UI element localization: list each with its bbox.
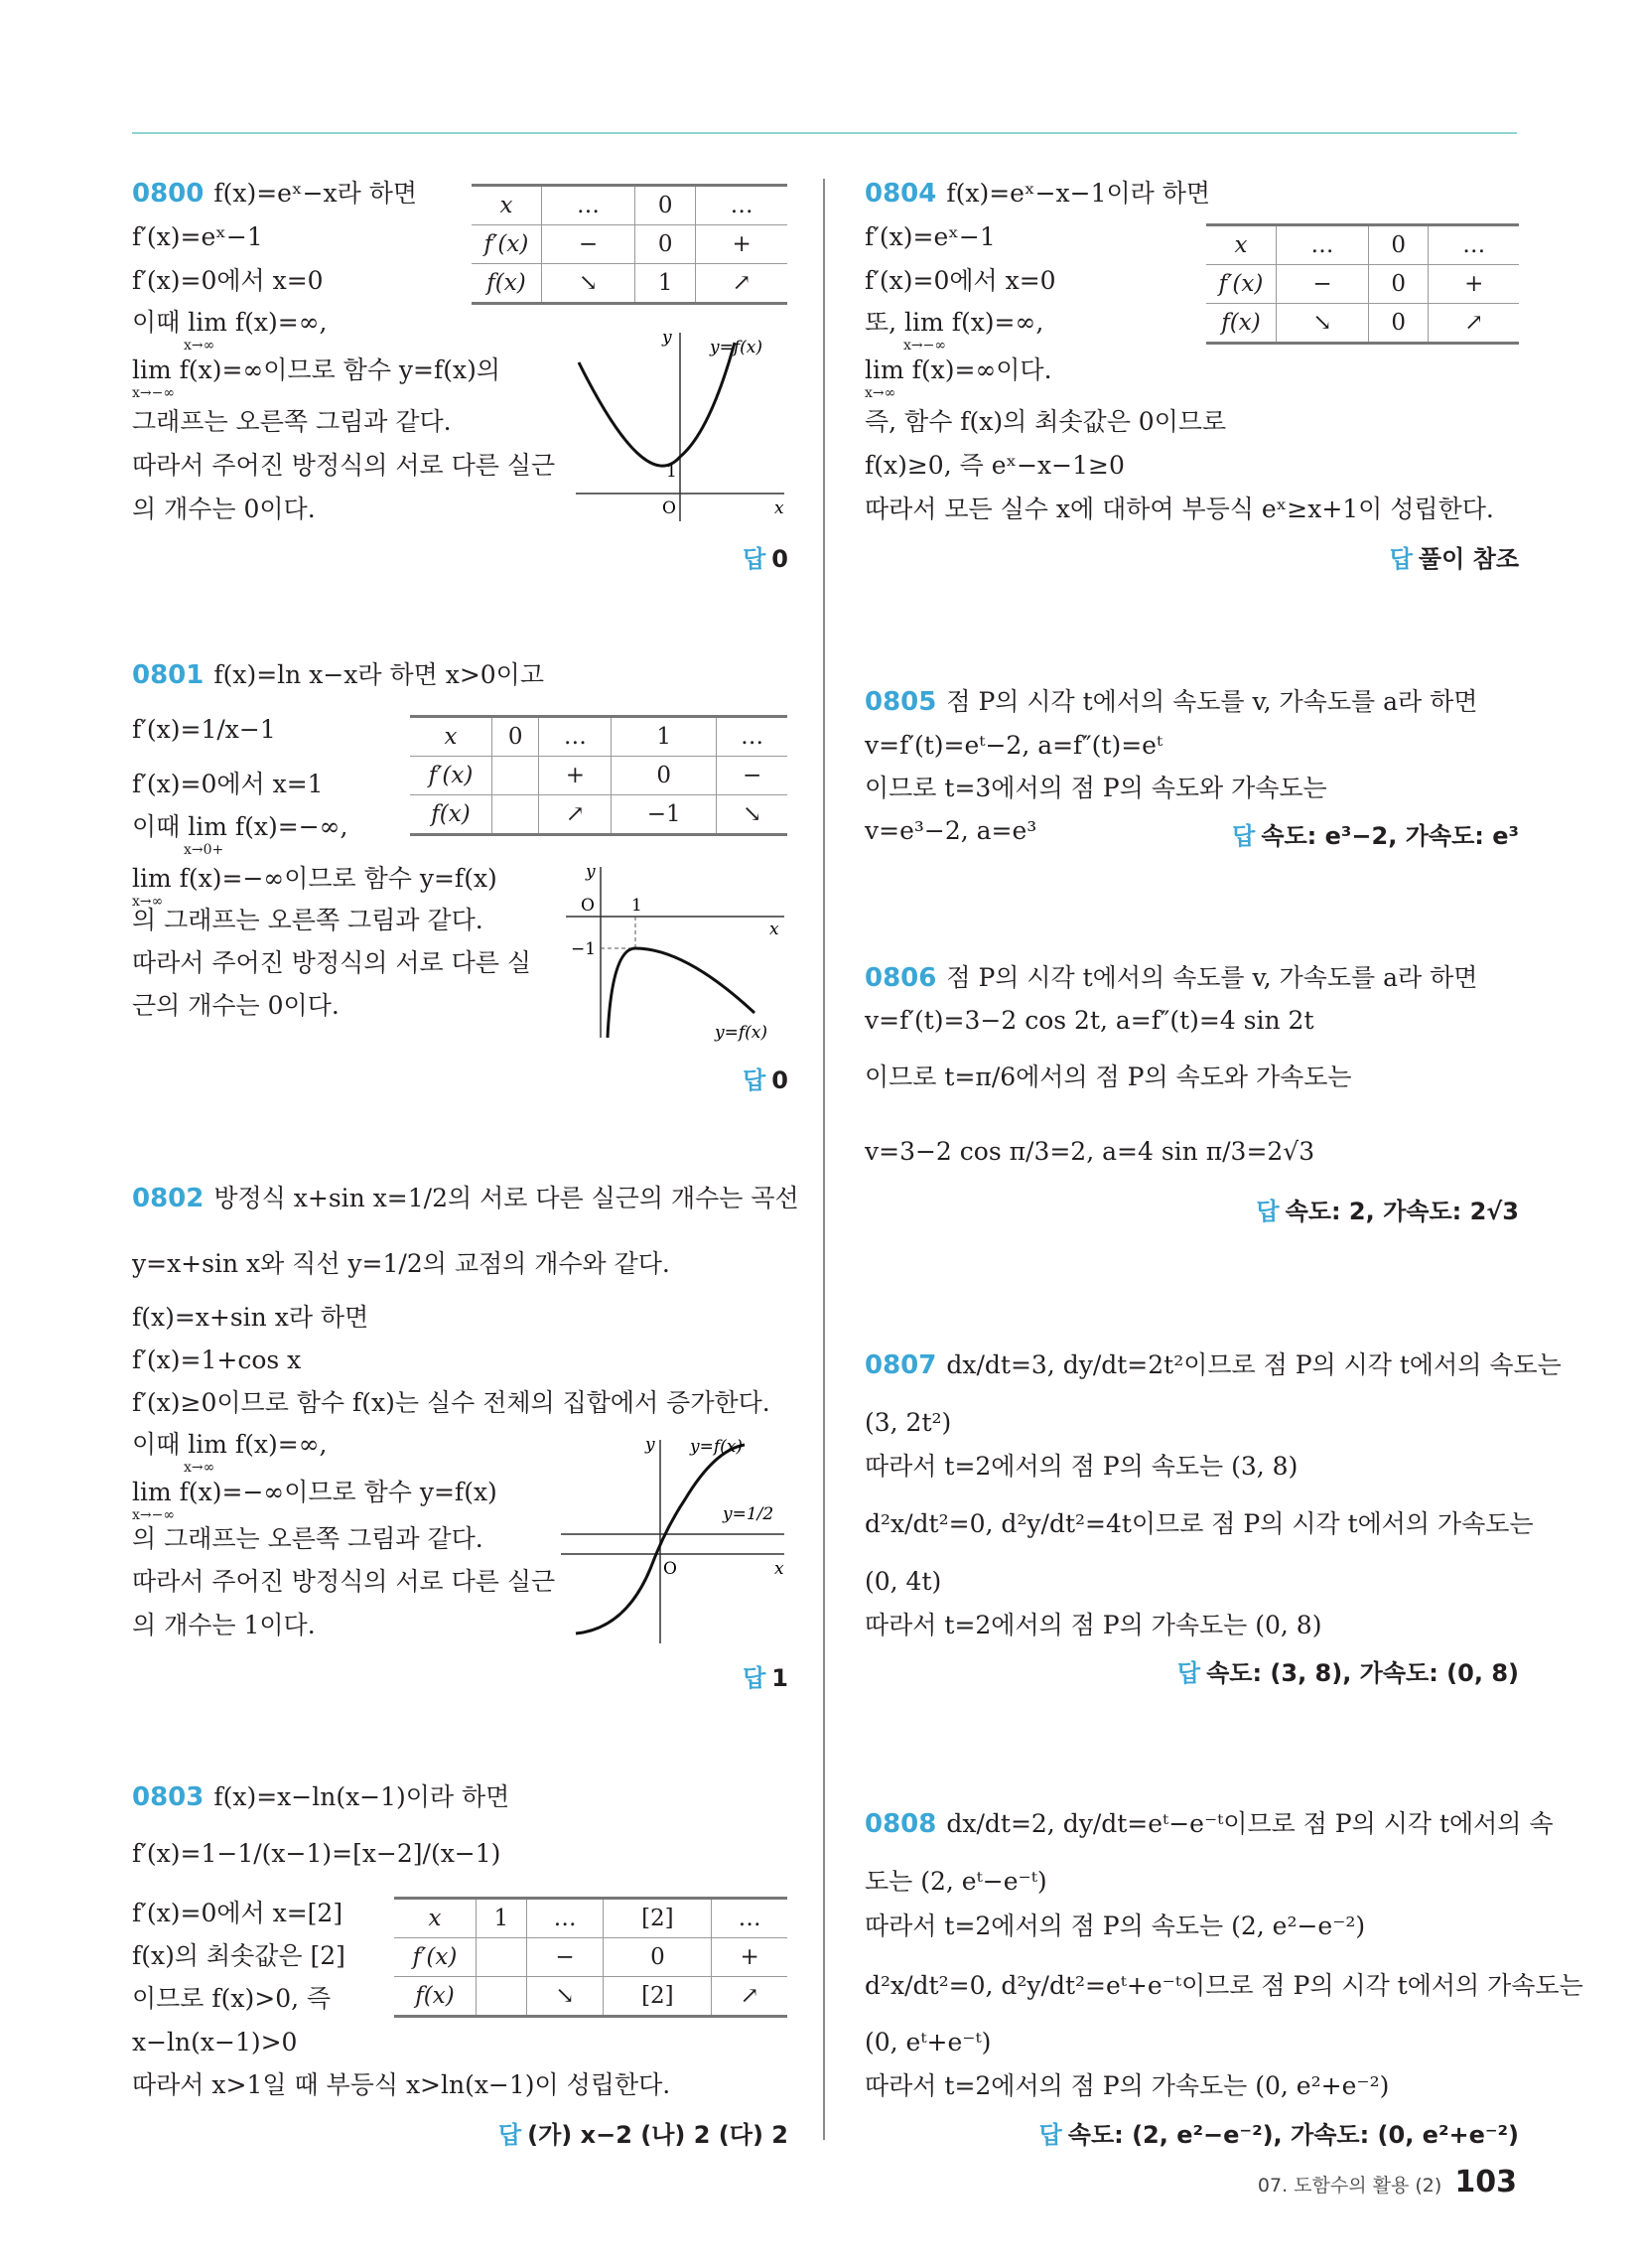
cell: − (1277, 265, 1369, 304)
text: 이때 lim f(x)=∞, (132, 308, 328, 337)
answer-value: (가) x−2 (나) 2 (다) 2 (527, 2121, 788, 2149)
line (865, 687, 1477, 717)
line (132, 660, 544, 690)
text: f′(x)=eˣ−1 (132, 222, 263, 251)
line (865, 1809, 1554, 1839)
text: lim f(x)=∞이므로 함수 y=f(x)의 (132, 355, 500, 384)
text: 점 P의 시각 t에서의 속도를 v, 가속도를 a라 하면 (946, 963, 1478, 992)
text: lim f(x)=−∞이므로 함수 y=f(x) (132, 1478, 497, 1506)
text: dx/dt=2, dy/dt=eᵗ−e⁻ᵗ이므로 점 P의 시각 t에서의 속 (946, 1809, 1554, 1838)
chapter-title: 07. 도함수의 활용 (2) (1257, 2175, 1442, 2197)
text: d²x/dt²=0, d²y/dt²=eᵗ+e⁻ᵗ이므로 점 P의 시각 t에서의 가속도는 (865, 1971, 1583, 2000)
limit-subscript: x→∞ (132, 894, 164, 910)
cell (492, 757, 539, 795)
cell: 1 (635, 264, 696, 304)
page-number: 103 (1454, 2165, 1517, 2199)
problem-number: 0800 (132, 179, 205, 209)
cell: f′(x) (1206, 265, 1277, 304)
cell: … (1277, 225, 1369, 265)
line (865, 1350, 1562, 1380)
text: 의 그래프는 오른쪽 그림과 같다. (132, 1524, 483, 1553)
problem-number: 0808 (865, 1809, 937, 1839)
answer-value: 속도: e³−2, 가속도: e³ (1261, 822, 1519, 850)
cell: … (712, 1899, 787, 1938)
graph-0800 (571, 323, 794, 531)
limit-subscript: x→−∞ (132, 385, 176, 401)
cell: 1 (612, 717, 717, 757)
cell: f(x) (472, 264, 542, 304)
y-label: y (645, 1435, 655, 1455)
problem-number: 0807 (865, 1350, 937, 1380)
cell: 0 (1368, 265, 1429, 304)
origin-label: O (581, 896, 595, 916)
text: (0, eᵗ+e⁻ᵗ) (865, 2028, 992, 2056)
cell: 0 (635, 186, 696, 225)
problem-number: 0802 (132, 1184, 205, 1213)
graph-0801 (556, 859, 794, 1048)
tick-label: −1 (571, 939, 597, 959)
answer-label: 답 (1389, 545, 1413, 573)
text: v=f′(t)=eᵗ−2, a=f″(t)=eᵗ (865, 731, 1163, 760)
line (132, 1184, 799, 1213)
answer (743, 1061, 788, 1095)
text: lim f(x)=−∞이므로 함수 y=f(x) (132, 864, 497, 893)
cell: x (472, 186, 542, 225)
cell: ↗ (696, 264, 787, 304)
text: f′(x)≥0이므로 함수 f(x)는 실수 전체의 집합에서 증가한다. (132, 1388, 770, 1417)
cell: [2] (604, 1899, 712, 1938)
answer (1390, 539, 1519, 574)
text: 이때 lim f(x)=∞, (132, 1430, 328, 1459)
x-label: x (774, 1559, 784, 1579)
cell: x (1206, 225, 1277, 265)
intercept-label: 1 (666, 462, 677, 482)
answer-label: 답 (1256, 1198, 1280, 1225)
header-rule (132, 132, 1517, 134)
problem-number: 0801 (132, 660, 205, 690)
cell: 0 (492, 717, 539, 757)
text: 따라서 t=2에서의 점 P의 가속도는 (0, 8) (865, 1611, 1322, 1639)
text: f′(x)=1/x−1 (132, 715, 276, 744)
text: lim f(x)=∞이다. (865, 355, 1052, 384)
limit-subscript: x→∞ (184, 338, 215, 354)
cell: [2] (604, 1977, 712, 2017)
text: 따라서 주어진 방정식의 서로 다른 실 (132, 948, 531, 977)
text: dx/dt=3, dy/dt=2t²이므로 점 P의 시각 t에서의 속도는 (946, 1350, 1562, 1379)
text: f(x)=ln x−x라 하면 x>0이고 (213, 660, 544, 689)
problem-number: 0806 (865, 963, 937, 993)
cell: 1 (477, 1899, 527, 1938)
cell: + (712, 1938, 787, 1977)
cell: … (542, 186, 635, 225)
page-footer (1258, 2165, 1517, 2199)
text: f′(x)=eˣ−1 (865, 222, 996, 251)
answer-label: 답 (497, 2121, 522, 2149)
answer (498, 2115, 788, 2150)
answer-value: 1 (771, 1664, 788, 1692)
limit-subscript: x→−∞ (903, 338, 947, 354)
answer-value: 0 (771, 1066, 788, 1094)
cell: … (696, 186, 787, 225)
text: f′(x)=0에서 x=[2] (132, 1899, 343, 1927)
answer (1232, 816, 1519, 851)
x-label: x (774, 498, 784, 518)
answer (743, 1658, 788, 1693)
column-divider (823, 179, 825, 2140)
text: f(x)=eˣ−x라 하면 (213, 179, 418, 208)
text: f(x)=x−ln(x−1)이라 하면 (213, 1782, 510, 1811)
answer-label: 답 (1038, 2121, 1062, 2149)
cell: f(x) (1206, 304, 1277, 344)
line (865, 963, 1477, 993)
cell: ↘ (717, 795, 787, 835)
answer-value: 풀이 참조 (1418, 545, 1519, 573)
curve (579, 343, 735, 466)
answer-value: 속도: (2, e²−e⁻²), 가속도: (0, e²+e⁻²) (1067, 2121, 1519, 2149)
text: 따라서 t=2에서의 점 P의 속도는 (2, e²−e⁻²) (865, 1912, 1366, 1940)
text: f′(x)=1+cos x (132, 1346, 302, 1374)
text: 따라서 주어진 방정식의 서로 다른 실근 (132, 1567, 556, 1596)
cell: 0 (1368, 304, 1429, 344)
answer-label: 답 (1232, 822, 1256, 850)
cell: ↘ (1277, 304, 1369, 344)
limit-subscript: x→−∞ (132, 1507, 176, 1523)
variation-table (394, 1897, 787, 2018)
curve-label: y=f(x) (690, 1437, 743, 1457)
problem-number: 0805 (865, 687, 937, 717)
line (865, 179, 1210, 209)
text: 근의 개수는 0이다. (132, 991, 340, 1020)
line-label: y=1/2 (723, 1504, 774, 1524)
variation-table (472, 184, 787, 305)
cell: + (1429, 265, 1519, 304)
text: 또, lim f(x)=∞, (865, 308, 1044, 337)
text: 따라서 주어진 방정식의 서로 다른 실근 (132, 451, 556, 480)
cell: 0 (1368, 225, 1429, 265)
cell (492, 795, 539, 835)
text: 이때 lim f(x)=−∞, (132, 812, 348, 841)
limit-subscript: x→0+ (184, 842, 224, 858)
tick-label: 1 (631, 896, 642, 916)
text: 점 P의 시각 t에서의 속도를 v, 가속도를 a라 하면 (946, 687, 1478, 716)
cell: 0 (635, 225, 696, 264)
text: (3, 2t²) (865, 1408, 952, 1437)
graph-0802 (556, 1430, 794, 1648)
cell: ↗ (539, 795, 612, 835)
text: 의 개수는 1이다. (132, 1611, 316, 1639)
text: d²x/dt²=0, d²y/dt²=4t이므로 점 P의 시각 t에서의 가속도는 (865, 1509, 1534, 1538)
cell: … (1429, 225, 1519, 265)
text: f′(x)=1−1/(x−1)=[x−2]/(x−1) (132, 1839, 501, 1868)
answer (1177, 1653, 1519, 1688)
cell: x (394, 1899, 477, 1938)
cell: ↘ (542, 264, 635, 304)
text: f(x)의 최솟값은 [2] (132, 1941, 345, 1970)
cell: … (526, 1899, 604, 1938)
curve-label: y=f(x) (715, 1023, 767, 1043)
text: 따라서 t=2에서의 점 P의 속도는 (3, 8) (865, 1452, 1299, 1481)
cell: … (539, 717, 612, 757)
cell: + (539, 757, 612, 795)
answer-value: 속도: 2, 가속도: 2√3 (1285, 1198, 1519, 1225)
cell: ↗ (1429, 304, 1519, 344)
text: 의 개수는 0이다. (132, 495, 316, 523)
cell: f′(x) (394, 1938, 477, 1977)
text: 의 그래프는 오른쪽 그림과 같다. (132, 906, 483, 934)
text: v=f′(t)=3−2 cos 2t, a=f″(t)=4 sin 2t (865, 1006, 1314, 1035)
answer (1039, 2115, 1519, 2150)
cell (477, 1938, 527, 1977)
origin-label: O (662, 498, 676, 518)
cell: f′(x) (410, 757, 492, 795)
text: f(x)=x+sin x라 하면 (132, 1303, 369, 1332)
cell: − (542, 225, 635, 264)
variation-table (1206, 223, 1519, 345)
text: y=x+sin x와 직선 y=1/2의 교점의 개수와 같다. (132, 1249, 670, 1278)
text: v=e³−2, a=e³ (865, 816, 1037, 845)
cell: ↘ (526, 1977, 604, 2017)
answer-label: 답 (743, 1066, 766, 1094)
y-label: y (586, 862, 596, 882)
origin-label: O (663, 1559, 677, 1579)
cell: 0 (604, 1938, 712, 1977)
cell: − (717, 757, 787, 795)
cell: f(x) (394, 1977, 477, 2017)
limit-subscript: x→∞ (184, 1460, 215, 1476)
variation-table (410, 715, 787, 836)
text: f′(x)=0에서 x=1 (132, 770, 324, 798)
text: 그래프는 오른쪽 그림과 같다. (132, 407, 452, 436)
cell: f′(x) (472, 225, 542, 264)
cell: … (717, 717, 787, 757)
answer (743, 539, 788, 574)
text: 이므로 f(x)>0, 즉 (132, 1984, 332, 2013)
text: 따라서 x>1일 때 부등식 x>ln(x−1)이 성립한다. (132, 2070, 671, 2099)
y-label: y (662, 328, 672, 348)
text: 방정식 x+sin x=1/2의 서로 다른 실근의 개수는 곡선 (213, 1184, 799, 1212)
answer-label: 답 (743, 545, 766, 573)
answer-value: 속도: (3, 8), 가속도: (0, 8) (1206, 1659, 1519, 1687)
text: 즉, 함수 f(x)의 최솟값은 0이므로 (865, 407, 1227, 436)
limit-subscript: x→∞ (865, 385, 896, 401)
answer (1256, 1192, 1519, 1226)
text: f′(x)=0에서 x=0 (865, 266, 1056, 295)
problem-number: 0804 (865, 179, 937, 209)
answer-value: 0 (771, 545, 788, 573)
line (132, 1782, 509, 1812)
text: 따라서 모든 실수 x에 대하여 부등식 eˣ≥x+1이 성립한다. (865, 495, 1494, 523)
line (132, 179, 417, 209)
curve-label: y=f(x) (710, 338, 762, 357)
cell: + (696, 225, 787, 264)
text: 도는 (2, eᵗ−e⁻ᵗ) (865, 1867, 1047, 1896)
cell: − (526, 1938, 604, 1977)
text: f(x)≥0, 즉 eˣ−x−1≥0 (865, 451, 1125, 480)
cell: −1 (612, 795, 717, 835)
problem-number: 0803 (132, 1782, 205, 1812)
cell: f(x) (410, 795, 492, 835)
cell (477, 1977, 527, 2017)
cell: x (410, 717, 492, 757)
text: f(x)=eˣ−x−1이라 하면 (946, 179, 1211, 208)
cell: ↗ (712, 1977, 787, 2017)
x-label: x (769, 920, 779, 939)
text: f′(x)=0에서 x=0 (132, 266, 324, 295)
answer-label: 답 (1176, 1659, 1201, 1687)
text: x−ln(x−1)>0 (132, 2028, 298, 2056)
text: (0, 4t) (865, 1567, 942, 1596)
cell: 0 (612, 757, 717, 795)
text: 따라서 t=2에서의 점 P의 가속도는 (0, e²+e⁻²) (865, 2071, 1390, 2100)
text: 이므로 t=3에서의 점 P의 속도와 가속도는 (865, 774, 1327, 802)
text: v=3−2 cos π/3=2, a=4 sin π/3=2√3 (865, 1137, 1315, 1166)
answer-label: 답 (743, 1664, 766, 1692)
text: 이므로 t=π/6에서의 점 P의 속도와 가속도는 (865, 1063, 1352, 1091)
